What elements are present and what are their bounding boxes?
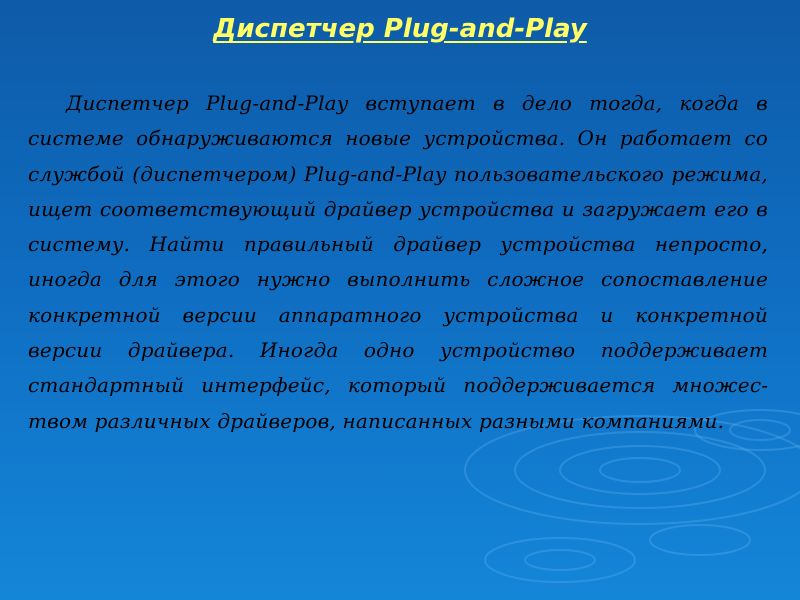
slide-body-text: Диспетчер Plug-and-Play вступает в дело тогда, когда в системе обнаруживаются новые устройства. Он работает со службой (диспетчером) Plug-and-Play пользовательского режима, ищет соответствующий драйвер устройства и загружает его в систему. Найти правильный драйвер устройства непросто, иногда для этого нужно выполнить сложное сопоставление конкретной версии аппаратного устройства и конкретной версии драйвера. Иногда одно устройство поддерживает стандартный интерфейс, который поддерживается множеством различных драйверов, написанных разными компаниями.: [28, 91, 768, 433]
slide-title: Диспетчер Plug-and-Play: [213, 14, 587, 44]
